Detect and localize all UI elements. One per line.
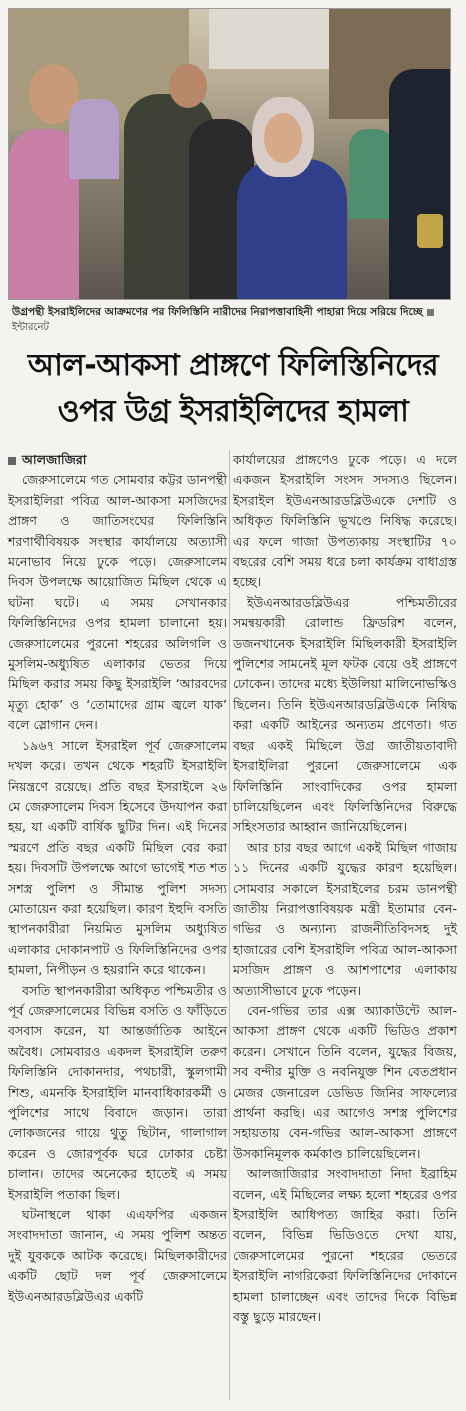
paragraph: ১৯৬৭ সালে ইসরাইল পূর্ব জেরুসালেম দখল করে। তখন থেকে শহরটি ইসরাইলি নিয়ন্ত্রণে রয়েছে। প্রতি বছর ইসরাইলে ২৬ মে জেরুসালেম দিবস হিসেবে উদযাপন করা হয়, যা একটি বার্ষিক ছুটির দিন। এই দিনের স্মরণে প্রতি বছর একটি মিছিল বের করা হয়। দিবসটি উপলক্ষে আগে ভাগেই শত শত সশস্ত্র পুলিশ ও সীমান্ত পুলিশ সদস্য মোতায়েন করা হয়েছিল। কারণ ইহুদি বসতি স্থাপনকারীরা নিয়মিত মুসলিম অধ্যুষিত এলাকার দোকানপাট ও ফিলিস্তিনিদের ওপর হামলা, নিপীড়ন ও হয়রানি করে থাকেন। <box>8 737 227 978</box>
photo-woman-blue <box>237 159 347 299</box>
paragraph: কার্যালয়ের প্রাঙ্গণেও ঢুকে পড়ে। এ দলে একজন ইসরাইলি সংসদ সদস্যও ছিলেন। ইসরাইল ইউএনআরডব্লিউএকে দেশটি ও অধিকৃত ফিলিস্তিনি ভূখণ্ডে নিষিদ্ধ করেছে। এর ফলে গাজা উপত্যকায় সংস্থাটির ৭০ বছরের বেশি সময় ধরে চলা কার্যক্রম বাধাগ্রস্ত হচ্ছে। <box>233 452 457 590</box>
caption-source: ইন্টারনেট <box>12 322 49 333</box>
paragraph: আর চার বছর আগে একই মিছিল গাজায় ১১ দিনের একটি যুদ্ধের কারণ হয়েছিল। সোমবার সকালে ইসরাইলের চরম ডানপন্থী জাতীয় নিরাপত্তাবিষয়ক মন্ত্রী ইতামার বেন-গভির ও অন্যান্য রাজনীতিবিদসহ দুই হাজারের বেশি ইসরাইলি পবিত্র আল-আকসা মসজিদ প্রাঙ্গণ ও আশপাশের এলাকায় অত্যাসীভাবে ঢুকে পড়েন। <box>233 839 457 998</box>
headline-line-1: আল-আকসা প্রাঙ্গণে ফিলিস্তিনিদের <box>27 348 439 383</box>
article-column-1 <box>8 450 227 1307</box>
paragraph: জেরুসালেমে গত সোমবার কট্টর ডানপন্থী ইসরাইলিরা পবিত্র আল-আকসা মসজিদের প্রাঙ্গণ ও জাতিসংঘের ফিলিস্তিনি শরণার্থীবিষয়ক সংস্থার কার্যালয়ে অত্যাসী মনোভাব নিয়ে ঢুকে পড়ে। জেরুসালেম দিবস উপলক্ষে আয়োজিত মিছিল থেকে এ ঘটনা ঘটে। এ সময় সেখানকার ফিলিস্তিনিদের ওপর হামলা চালানো হয়। জেরুসালেমের পুরনো শহরের অলিগলি ও মুসলিম-অধ্যুষিত এলাকার ভেতর দিয়ে মিছিল করার সময় কিছু ইসরাইলি ‘আরবদের মৃত্যু হোক’ ও ‘তোমাদের গ্রাম জ্বলে যাক’ বলে স্লোগান দেন। <box>8 472 227 733</box>
photo-soldier-head <box>169 64 207 108</box>
headline-line-2: ওপর উগ্র ইসরাইলিদের হামলা <box>57 394 409 429</box>
paragraph: ঘটনাস্থলে থাকা এএফপির একজন সংবাদদাতা জানান, এ সময় পুলিশ অন্তত দুই যুবককে আটক করেছে। মিছিলকারীদের একটি ছোট দল পূর্ব জেরুসালেমে ইউএনআরডব্লিউএর একটি <box>8 1207 227 1304</box>
headline <box>8 343 458 435</box>
article-column-2 <box>233 450 457 1327</box>
photo-child <box>349 129 394 219</box>
photo-officer-right <box>389 69 450 299</box>
photo-person-lavender <box>69 99 119 179</box>
square-bullet-icon <box>8 457 16 465</box>
photo-caption <box>12 305 452 335</box>
photo-sky <box>209 9 329 69</box>
paragraph: আলজাজিরার সংবাদদাতা নিদা ইব্রাহিম বলেন, এই মিছিলের লক্ষ্য হলো শহরের ওপর ইসরাইলি আধিপত্য জাহির করা। তিনি বলেন, বিভিন্ন ভিডিওতে দেখা যায়, জেরুসালেমের পুরনো শহরের ভেতরে ইসরাইলি নাগরিকেরা ফিলিস্তিনিদের দোকানে হামলা চালাচ্ছেন এবং তাদের দিকে বিভিন্ন বস্তু ছুড়ে মারছেন। <box>233 1166 457 1325</box>
paragraph: বসতি স্থাপনকারীরা অধিকৃত পশ্চিমতীর ও পূর্ব জেরুসালেমের বিভিন্ন বসতি ও ফাঁড়িতে বসবাস করেন, যা আন্তর্জাতিক আইনে অবৈধ। সোমবারও একদল ইসরাইলি তরুণ ফিলিস্তিনি দোকানদার, পথচারী, স্কুলগামী শিশু, এমনকি ইসরাইলি মানবাধিকারকর্মী ও পুলিশের সাথে বিবাদে জড়ান। তারা লোকজনের গায়ে থুতু ছিটান, গালাগাল করেন ও জোরপূর্বক ঘরে ঢোকার চেষ্টা চালান। তাদের অনেকের হাতেই এ সময় ইসরাইলি পতাকা ছিল। <box>8 982 227 1202</box>
paragraph: বেন-গভির তার এক্স অ্যাকাউন্টে আল-আকসা প্রাঙ্গণ থেকে একটি ভিডিও প্রকাশ করেন। সেখানে তিনি বলেন, যুদ্ধের বিজয়, সব বন্দীর মুক্তি ও নবনিযুক্ত শিন বেতপ্রধান মেজর জেনারেল ডেভিড জিনির সাফল্যের প্রার্থনা করছি। এর আগেও সশস্ত্র পুলিশের সহায়তায় বেন-গভির আল-আকসা প্রাঙ্গণে উসকানিমূলক কর্মকাণ্ড চালিয়েছিলেন। <box>233 1002 457 1161</box>
byline <box>8 450 227 470</box>
photo-woman-face <box>264 113 302 163</box>
paragraph: ইউএনআরডব্লিউএর পশ্চিমতীরের সমন্বয়কারী রোলান্ড ফ্রিডরিশ বলেন, ডজনখানেক ইসরাইলি মিছিলকারী ইসরাইলি পুলিশের সামনেই মূল ফটক বেয়ে ওই প্রাঙ্গণে ঢোকেন। তাদের মধ্যে ইউলিয়া মালিনোভস্কিও ছিলেন। তিনি ইউএনআরডব্লিউএকে নিষিদ্ধ করা একটি আইনের অন্যতম প্রণেতা। গত বছর একই মিছিলে উগ্র জাতীয়তাবাদী ইসরাইলিরা পুরনো জেরুসালেমে এক ফিলিস্তিনি সাংবাদিকের ওপর হামলা চালিয়েছিলেন এবং ফিলিস্তিনিদের বিরুদ্ধে সহিংসতার আহ্বান জানিয়েছিলেন। <box>233 594 457 835</box>
news-photo <box>8 8 451 300</box>
caption-text: উগ্রপন্থী ইসরাইলিদের আক্রমণের পর ফিলিস্তিনি নারীদের নিরাপত্তাবাহিনী পাহারা দিয়ে সরিয়ে দিচ্ছে <box>12 306 423 318</box>
byline-text: আলজাজিরা <box>22 452 87 467</box>
column-divider <box>229 450 230 1400</box>
photo-badge <box>417 214 443 248</box>
square-bullet-icon <box>427 309 434 316</box>
